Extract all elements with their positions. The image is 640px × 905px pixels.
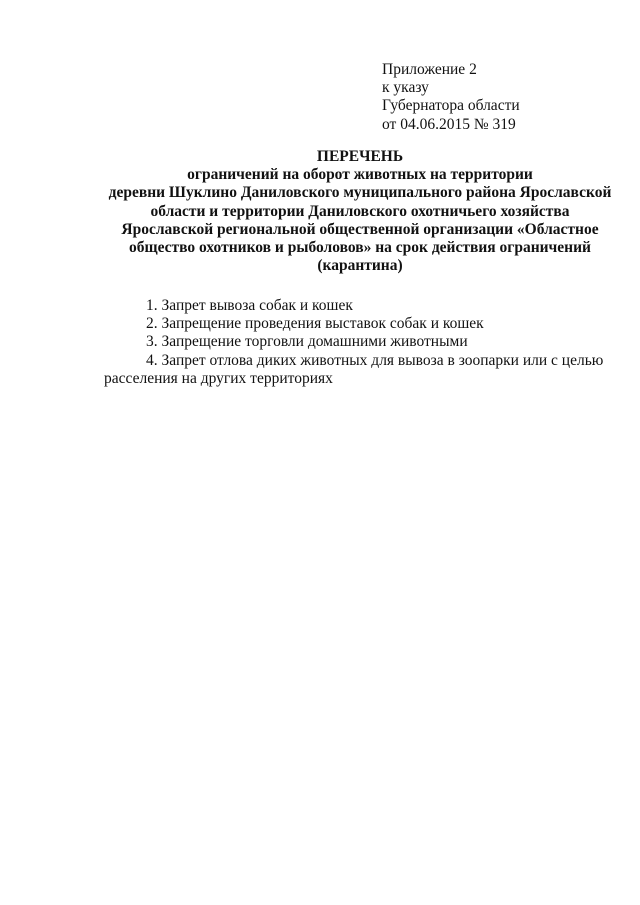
heading-line: (карантина) <box>317 257 403 275</box>
heading-line: ограничений на оборот животных на территории <box>187 166 533 184</box>
document-title: ПЕРЕЧЕНЬ <box>316 148 404 165</box>
list-item: 1. Запрет вывоза собак и кошек <box>146 297 353 314</box>
appendix-line: к указу <box>382 79 429 97</box>
heading-line: деревни Шуклино Даниловского муниципального района Ярославской <box>108 184 612 202</box>
document-heading <box>100 148 620 275</box>
heading-line: области и территории Даниловского охотничьего хозяйства <box>150 202 570 220</box>
appendix-line: Губернатора области <box>382 97 520 115</box>
appendix-reference <box>382 61 520 134</box>
list-item: 3. Запрещение торговли домашними животными <box>146 333 468 351</box>
restrictions-list <box>104 297 620 388</box>
heading-line: Ярославской региональной общественной организации «Областное <box>121 220 599 238</box>
list-item: 2. Запрещение проведения выставок собак и кошек <box>146 315 484 333</box>
heading-line: общество охотников и рыболовов» на срок действия ограничений <box>129 239 591 257</box>
list-item: 4. Запрет отлова диких животных для вывоза в зоопарки или с целью расселения на других территориях <box>104 351 604 387</box>
appendix-date-number: от 04.06.2015 № 319 <box>382 115 516 133</box>
appendix-line: Приложение 2 <box>382 61 477 78</box>
